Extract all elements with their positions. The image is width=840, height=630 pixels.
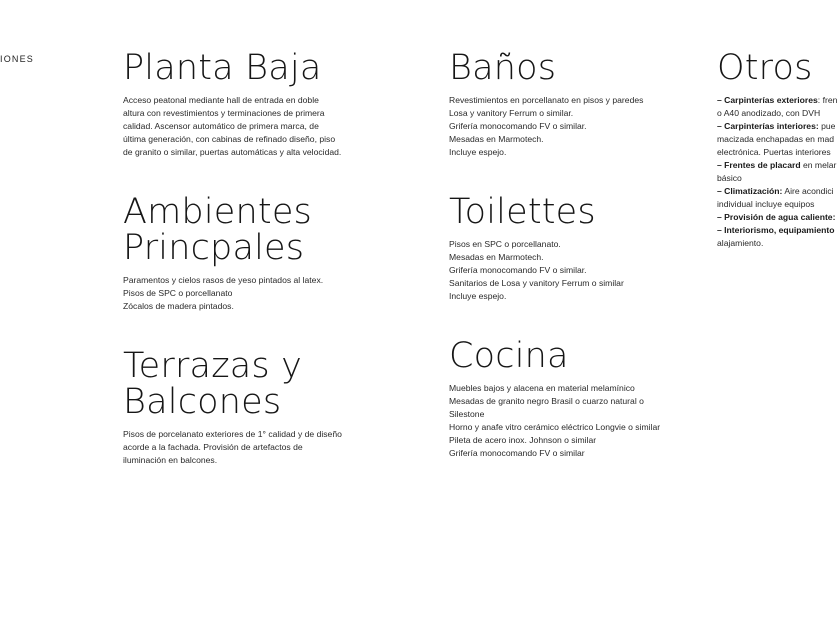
body-line: Mesadas de granito negro Brasil o cuarzo natural o — [449, 396, 644, 406]
line-heading: – Climatización: — [717, 186, 783, 196]
section-body — [449, 94, 643, 159]
section-banos — [449, 50, 643, 159]
section-title: Otros — [717, 48, 813, 88]
body-line — [717, 224, 837, 237]
body-line — [717, 211, 837, 224]
section-title: Planta Baja — [123, 48, 322, 88]
body-line: Pisos de SPC o porcellanato — [123, 288, 233, 298]
section-header-label: IONES — [0, 54, 35, 64]
body-line: macizada enchapadas en mad — [717, 134, 835, 144]
body-line: Horno y anafe vitro cerámico eléctrico Longvie o similar — [449, 422, 661, 432]
line-heading: – Frentes de placard — [717, 160, 801, 170]
section-title: Cocina — [449, 336, 569, 376]
section-planta-baja — [123, 50, 341, 159]
body-line: Grifería monocomando FV o similar. — [449, 121, 587, 131]
section-toilettes — [449, 194, 624, 303]
section-cocina — [449, 338, 660, 460]
body-line: – Climatización: Aire acondici — [717, 186, 834, 196]
body-line: iluminación en balcones. — [123, 455, 218, 465]
body-line: Mesadas en Marmotech. — [449, 134, 544, 144]
body-line: – Carpinterías interiores: pue — [717, 121, 836, 131]
body-line: Silestone — [449, 409, 485, 419]
body-line: electrónica. Puertas interiores — [717, 147, 831, 157]
body-line: básico — [717, 173, 742, 183]
section-body — [449, 238, 624, 303]
section-body — [123, 428, 342, 467]
body-line: Zócalos de madera pintados. — [123, 301, 234, 311]
body-line: Grifería monocomando FV o similar. — [449, 265, 587, 275]
body-line: o A40 anodizado, con DVH — [717, 108, 821, 118]
body-line: Pileta de acero inox. Johnson o similar — [449, 435, 597, 445]
body-line: individual incluye equipos — [717, 199, 815, 209]
section-terrazas-balcones — [123, 348, 342, 467]
line-heading: – Carpinterías exteriores — [717, 95, 818, 105]
body-line: acorde a la fachada. Provisión de artefactos de — [123, 442, 303, 452]
body-line: Revestimientos en porcellanato en pisos y paredes — [449, 95, 644, 105]
body-line: Muebles bajos y alacena en material melamínico — [449, 383, 635, 393]
section-title: Ambientes Princpales — [123, 192, 312, 268]
body-line: altura con revestimientos y terminaciones de primera — [123, 108, 325, 118]
body-line: calidad. Ascensor automático de primera marca, de — [123, 121, 319, 131]
section-body — [123, 94, 341, 159]
body-line: Acceso peatonal mediante hall de entrada en doble — [123, 95, 319, 105]
section-body — [717, 94, 837, 250]
section-title: Baños — [449, 48, 557, 88]
body-line: Paramentos y cielos rasos de yeso pintados al latex. — [123, 275, 324, 285]
body-line: Pisos de porcelanato exteriores de 1° calidad y de diseño — [123, 429, 342, 439]
body-line: Incluye espejo. — [449, 147, 507, 157]
body-line: Mesadas en Marmotech. — [449, 252, 544, 262]
section-title: Toilettes — [449, 192, 596, 232]
body-line: de granito o similar, puertas automáticas y alta velocidad. — [123, 147, 342, 157]
section-body — [123, 274, 323, 313]
body-line: Grifería monocomando FV o similar — [449, 448, 585, 458]
section-title: Terrazas y Balcones — [123, 346, 303, 422]
body-line: última generación, con cabinas de refinado diseño, piso — [123, 134, 336, 144]
body-line: Sanitarios de Losa y vanitory Ferrum o similar — [449, 278, 624, 288]
body-line: Incluye espejo. — [449, 291, 507, 301]
section-body — [449, 382, 660, 460]
body-line: Losa y vanitory Ferrum o similar. — [449, 108, 574, 118]
body-line: – Frentes de placard en melar — [717, 160, 837, 170]
section-ambientes-principales — [123, 194, 323, 313]
line-heading: – Provisión de agua caliente: — [717, 212, 836, 222]
body-line: – Carpinterías exteriores: fren — [717, 95, 838, 105]
line-heading: – Carpinterías interiores: — [717, 121, 819, 131]
section-otros — [717, 50, 837, 250]
body-line: alajamiento. — [717, 238, 764, 248]
body-line: Pisos en SPC o porcellanato. — [449, 239, 561, 249]
line-heading: – Interiorismo, equipamiento — [717, 225, 835, 235]
